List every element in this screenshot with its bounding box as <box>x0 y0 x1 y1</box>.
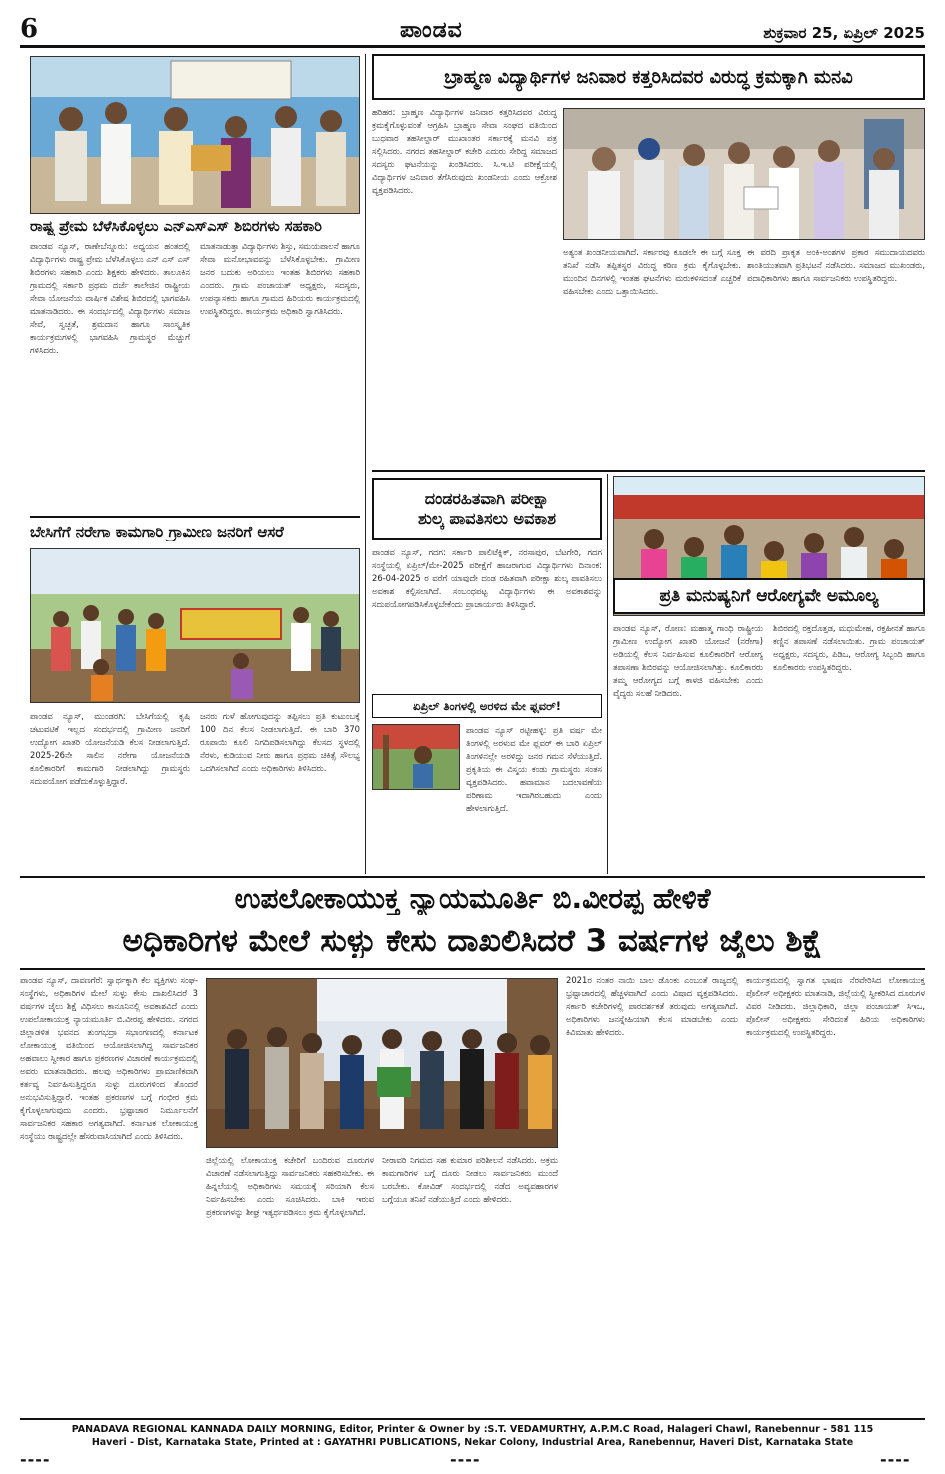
may-flower-headline-box <box>372 694 602 718</box>
section-divider <box>20 876 925 878</box>
brahmin-body-col2: ಅತ್ಯಂತ ಖಂಡನೀಯವಾಗಿದೆ. ಸರ್ಕಾರವು ಕೂಡಲೇ ಈ ಬಗ್ಗೆ ಸೂಕ್ತ ತನಿಖೆ ನಡೆಸಿ ತಪ್ಪಿತಸ್ಥರ ವಿರುದ್ಧ ಕಠಿಣ ಕ್ರಮ ಕೈಗೊಳ್ಳಬೇಕು. ಮುಂದಿನ ದಿನಗಳಲ್ಲಿ ಇಂತಹ ಘಟನೆಗಳು ಮರುಕಳಿಸದಂತೆ ಎಚ್ಚರಿಕೆ ವಹಿಸಬೇಕು ಎಂದು ಒತ್ತಾಯಿಸಿದರು. <box>563 247 741 296</box>
issue-date: ಶುಕ್ರವಾರ 25, ಏಪ್ರಿಲ್ 2025 <box>763 24 925 42</box>
footer-rule-right: ---- <box>880 1450 911 1469</box>
nrega-photo <box>30 548 360 703</box>
exam-headline-line2: ಶುಲ್ಕ ಪಾವತಿಸಲು ಅವಕಾಶ <box>418 509 556 528</box>
column-divider <box>607 474 608 874</box>
lokayukta-body-col5: ಕಾರ್ಯಕ್ರಮದಲ್ಲಿ ಸ್ವಾಗತ ಭಾಷಣ ನೆರವೇರಿಸಿದ ಲೋಕಾಯುಕ್ತ ಪೊಲೀಸ್ ಅಧೀಕ್ಷಕರು ಮಾತನಾಡಿ, ಜಿಲ್ಲೆಯಲ್ಲಿ ಸ್ವೀಕರಿಸಿದ ದೂರುಗಳ ವಿವರ ನೀಡಿದರು. ಜಿಲ್ಲಾಧಿಕಾರಿ, ಜಿಲ್ಲಾ ಪಂಚಾಯತ್ ಸಿಇಒ, ಪೊಲೀಸ್ ಅಧೀಕ್ಷಕರು ಸೇರಿದಂತೆ ಹಿರಿಯ ಅಧಿಕಾರಿಗಳು ಕಾರ್ಯಕ್ರಮದಲ್ಲಿ ಉಪಸ್ಥಿತರಿದ್ದರು. <box>746 975 925 1037</box>
paper-name: ಪಾಂಡವ <box>400 18 463 43</box>
may-flower-body: ಪಾಂಡವ ನ್ಯೂಸ್ ರಟ್ಟೀಹಳ್ಳಿ: ಪ್ರತಿ ವರ್ಷ ಮೇ ತಿಂಗಳಲ್ಲಿ ಅರಳುವ ಮೇ ಫ್ಲವರ್ ಈ ಬಾರಿ ಏಪ್ರಿಲ್ ತಿಂಗಳಿನಲ್ಲೇ ಅರಳಿದ್ದು ಜನರ ಗಮನ ಸೆಳೆಯುತ್ತಿದೆ. ಪ್ರಕೃತಿಯ ಈ ವಿಸ್ಮಯ ಕಂಡು ಗ್ರಾಮಸ್ಥರು ಸಂತಸ ವ್ಯಕ್ತಪಡಿಸಿದರು. ಹವಾಮಾನ ಬದಲಾವಣೆಯ ಪರಿಣಾಮ ಇದಾಗಿರಬಹುದು ಎಂದು ಹೇಳಲಾಗುತ್ತಿದೆ. <box>466 725 602 813</box>
health-headline: ಪ್ರತಿ ಮನುಷ್ಯನಿಗೆ ಆರೋಗ್ಯವೇ ಅಮೂಲ್ಯ <box>659 586 879 606</box>
brahmin-headline-box <box>372 54 925 100</box>
brahmin-photo <box>563 108 925 240</box>
exam-body: ಪಾಂಡವ ನ್ಯೂಸ್, ಗದಗ: ಸರ್ಕಾರಿ ಪಾಲಿಟೆಕ್ನಿಕ್, ನರಸಾಪುರ, ಬೆಟಗೇರಿ, ಗದಗ ಸಂಸ್ಥೆಯಲ್ಲಿ ಏಪ್ರಿಲ್/ಮೇ-2025 ಪರೀಕ್ಷೆಗೆ ಹಾಜರಾಗುವ ವಿದ್ಯಾರ್ಥಿಗಳು ದಿನಾಂಕ: 26-04-2025 ರ ವರೆಗೆ ಯಾವುದೇ ದಂಡ ರಹಿತವಾಗಿ ಪರೀಕ್ಷಾ ಶುಲ್ಕ ಪಾವತಿಸಲು ಅವಕಾಶ ಕಲ್ಪಿಸಲಾಗಿದೆ. ಸಂಬಂಧಪಟ್ಟ ವಿದ್ಯಾರ್ಥಿಗಳು ಈ ಅವಕಾಶವನ್ನು ಸದುಪಯೋಗಪಡಿಸಿಕೊಳ್ಳಬೇಕೆಂದು ಪ್ರಾಚಾರ್ಯರು ತಿಳಿಸಿದ್ದಾರೆ. <box>372 547 602 609</box>
health-body-col1: ಪಾಂಡವ ನ್ಯೂಸ್, ರೋಣ: ಮಹಾತ್ಮ ಗಾಂಧಿ ರಾಷ್ಟ್ರೀಯ ಗ್ರಾಮೀಣ ಉದ್ಯೋಗ ಖಾತರಿ ಯೋಜನೆ (ನರೇಗಾ) ಅಡಿಯಲ್ಲಿ ಕೆಲಸ ನಿರ್ವಹಿಸುವ ಕೂಲಿಕಾರರಿಗೆ ಆರೋಗ್ಯ ತಪಾಸಣಾ ಶಿಬಿರವನ್ನು ಆಯೋಜಿಸಲಾಗಿತ್ತು. ಕೂಲಿಕಾರರು ತಮ್ಮ ಆರೋಗ್ಯದ ಬಗ್ಗೆ ಕಾಳಜಿ ವಹಿಸಬೇಕು ಎಂದು ವೈದ್ಯರು ಸಲಹೆ ನೀಡಿದರು. <box>613 623 763 698</box>
newspaper-page <box>20 14 925 1469</box>
brahmin-body-col1: ಹರಿಹರ: ಬ್ರಾಹ್ಮಣ ವಿದ್ಯಾರ್ಥಿಗಳ ಜನಿವಾರ ಕತ್ತರಿಸಿದವರ ವಿರುದ್ಧ ಕ್ರಮಕೈಗೊಳ್ಳುವಂತೆ ಆಗ್ರಹಿಸಿ ಬ್ರಾಹ್ಮಣ ಸೇವಾ ಸಂಘದ ವತಿಯಿಂದ ಬುಧವಾರ ತಹಸೀಲ್ದಾರ್ ಮುಖಾಂತರ ಸರ್ಕಾರಕ್ಕೆ ಮನವಿ ಪತ್ರ ಸಲ್ಲಿಸಿದರು. ನಗರದ ತಹಸೀಲ್ದಾರ್ ಕಚೇರಿ ಎದುರು ಸೇರಿದ್ದ ಸಮಾಜದ ಸದಸ್ಯರು ಘಟನೆಯನ್ನು ಖಂಡಿಸಿದರು. ಸಿ.ಇ.ಟಿ ಪರೀಕ್ಷೆಯಲ್ಲಿ ವಿದ್ಯಾರ್ಥಿಗಳ ಜನಿವಾರ ತೆಗೆಸಿರುವುದು ಖಂಡನೀಯ ಎಂದು ಆಕ್ರೋಶ ವ್ಯಕ್ತಪಡಿಸಿದರು. <box>372 107 557 195</box>
section-divider <box>30 516 360 518</box>
lokayukta-body-col3: ನೀರಾವರಿ ನಿಗಮದ ಸಹ ಕುಮಾರ ಪರಿಶೀಲನೆ ನಡೆಸಿದರು. ಅಕ್ರಮ ಕಾಮಗಾರಿಗಳ ಬಗ್ಗೆ ದೂರು ನೀಡಲು ಸಾರ್ವಜನಿಕರು ಮುಂದೆ ಬರಬೇಕು. ಕೋವಿಡ್ ಸಂದರ್ಭದಲ್ಲಿ ನಡೆದ ಅವ್ಯವಹಾರಗಳ ಬಗ್ಗೆಯೂ ತನಿಖೆ ನಡೆಯುತ್ತಿದೆ ಎಂದು ಹೇಳಿದರು. <box>382 1155 558 1204</box>
nrega-body-col2: ಜನರು ಗುಳೆ ಹೋಗುವುದನ್ನು ತಪ್ಪಿಸಲು ಪ್ರತಿ ಕುಟುಂಬಕ್ಕೆ 100 ದಿನ ಕೆಲಸ ನೀಡಲಾಗುತ್ತಿದೆ. ಈ ಬಾರಿ 370 ರೂಪಾಯಿ ಕೂಲಿ ನಿಗದಿಪಡಿಸಲಾಗಿದ್ದು ಕೆಲಸದ ಸ್ಥಳದಲ್ಲಿ ನೆರಳು, ಕುಡಿಯುವ ನೀರು ಹಾಗೂ ಪ್ರಥಮ ಚಿಕಿತ್ಸೆ ಸೌಲಭ್ಯ ಒದಗಿಸಲಾಗಿದೆ ಎಂದು ಅಧಿಕಾರಿಗಳು ತಿಳಿಸಿದರು. <box>200 711 360 773</box>
section-divider <box>372 470 925 472</box>
may-flower-photo <box>372 724 460 790</box>
nss-body-col1: ಪಾಂಡವ ನ್ಯೂಸ್, ರಾಣೇಬೆನ್ನೂರು: ಅಧ್ಯಯನ ಹಂತದಲ್ಲಿ ವಿದ್ಯಾರ್ಥಿಗಳು ರಾಷ್ಟ್ರ ಪ್ರೇಮ ಬೆಳೆಸಿಕೊಳ್ಳಲು ಎನ್ ಎಸ್ ಎಸ್ ಶಿಬಿರಗಳು ಸಹಕಾರಿ ಎಂದು ಶಿಕ್ಷಕರು ಹೇಳಿದರು. ತಾಲೂಕಿನ ಗ್ರಾಮದಲ್ಲಿ ಸರ್ಕಾರಿ ಪ್ರಥಮ ದರ್ಜೆ ಕಾಲೇಜಿನ ರಾಷ್ಟ್ರೀಯ ಸೇವಾ ಯೋಜನೆಯ ವಾರ್ಷಿಕ ವಿಶೇಷ ಶಿಬಿರದಲ್ಲಿ ಭಾಗವಹಿಸಿ ಮಾತನಾಡಿದರು. ಈ ಸಂದರ್ಭದಲ್ಲಿ ವಿದ್ಯಾರ್ಥಿಗಳು ಸಮಾಜ ಸೇವೆ, ಸ್ವಚ್ಛತೆ, ಶ್ರಮದಾನ ಹಾಗೂ ಸಾಂಸ್ಕೃತಿಕ ಕಾರ್ಯಕ್ರಮಗಳಲ್ಲಿ ಭಾಗವಹಿಸಿ ಗ್ರಾಮಸ್ಥರ ಮೆಚ್ಚುಗೆ ಗಳಿಸಿದರು. <box>30 241 190 355</box>
section-divider <box>20 968 925 970</box>
nss-body-col2: ಮಾತನಾಡುತ್ತಾ ವಿದ್ಯಾರ್ಥಿಗಳು ಶಿಸ್ತು, ಸಮಯಪಾಲನೆ ಹಾಗೂ ಸೇವಾ ಮನೋಭಾವವನ್ನು ಬೆಳೆಸಿಕೊಳ್ಳಬೇಕು. ಗ್ರಾಮೀಣ ಜನರ ಬದುಕು ಅರಿಯಲು ಇಂತಹ ಶಿಬಿರಗಳು ಸಹಕಾರಿ ಎಂದರು. ಗ್ರಾಮ ಪಂಚಾಯತ್ ಅಧ್ಯಕ್ಷರು, ಸದಸ್ಯರು, ಉಪನ್ಯಾಸಕರು ಹಾಗೂ ಗ್ರಾಮದ ಹಿರಿಯರು ಕಾರ್ಯಕ್ರಮದಲ್ಲಿ ಉಪಸ್ಥಿತರಿದ್ದರು. ಕಾರ್ಯಕ್ರಮ ಅಧಿಕಾರಿ ಸ್ವಾಗತಿಸಿದರು. <box>200 241 360 316</box>
brahmin-headline: ಬ್ರಾಹ್ಮಣ ವಿದ್ಯಾರ್ಥಿಗಳ ಜನಿವಾರ ಕತ್ತರಿಸಿದವರ ವಿರುದ್ಧ ಕ್ರಮಕ್ಕಾಗಿ ಮನವಿ <box>444 66 853 88</box>
exam-headline-line1: ದಂಡರಹಿತವಾಗಿ ಪರೀಕ್ಷಾ <box>424 489 550 508</box>
column-divider <box>365 54 366 874</box>
lokayukta-photo <box>206 978 558 1148</box>
masthead <box>20 14 925 48</box>
lokayukta-kicker: ಉಪಲೋಕಾಯುಕ್ತ ನ್ಯಾಯಮೂರ್ತಿ ಬಿ.ವೀರಪ್ಪ ಹೇಳಿಕೆ <box>234 884 711 915</box>
imprint-line-2: Haveri - Dist, Karnataka State, Printed at : GAYATHRI PUBLICATIONS, Nekar Colony, Industrial Area, Ranebennur, Haveri Dist, Karnataka State <box>91 1437 854 1448</box>
lokayukta-body-col4: 2021ರ ನಂತರ ನಾಯಿ ಬಾಲ ಡೊಂಕು ಎಂಬಂತೆ ರಾಜ್ಯದಲ್ಲಿ ಭ್ರಷ್ಟಾಚಾರದಲ್ಲಿ ಹೆಚ್ಚಳವಾಗಿದೆ ಎಂದು ವಿಷಾದ ವ್ಯಕ್ತಪಡಿಸಿದರು. ಸರ್ಕಾರಿ ಕಚೇರಿಗಳಲ್ಲಿ ಪಾರದರ್ಶಕತೆ ತರುವುದು ಅಗತ್ಯವಾಗಿದೆ. ಅಧಿಕಾರಿಗಳು ಜನಸ್ನೇಹಿಯಾಗಿ ಕೆಲಸ ಮಾಡಬೇಕು ಎಂದು ಕಿವಿಮಾತು ಹೇಳಿದರು. <box>566 975 738 1037</box>
lokayukta-headline: ಅಧಿಕಾರಿಗಳ ಮೇಲೆ ಸುಳ್ಳು ಕೇಸು ದಾಖಲಿಸಿದರೆ 3 ವರ್ಷಗಳ ಜೈಲು ಶಿಕ್ಷೆ <box>122 924 823 959</box>
nrega-headline: ಬೇಸಿಗೆಗೆ ನರೇಗಾ ಕಾಮಗಾರಿ ಗ್ರಾಮೀಣ ಜನರಿಗೆ ಆಸರೆ <box>30 524 284 541</box>
lokayukta-body-col1: ಪಾಂಡವ ನ್ಯೂಸ್, ದಾವಣಗೆರೆ: ಸ್ವಾರ್ಥಕ್ಕಾಗಿ ಕೆಲ ವ್ಯಕ್ತಿಗಳು ಸಂಘ-ಸಂಸ್ಥೆಗಳು, ಅಧಿಕಾರಿಗಳ ಮೇಲೆ ಸುಳ್ಳು ಕೇಸು ದಾಖಲಿಸಿದರೆ 3 ವರ್ಷಗಳ ಜೈಲು ಶಿಕ್ಷೆ ವಿಧಿಸಲು ಕಾನೂನಿನಲ್ಲಿ ಅವಕಾಶವಿದೆ ಎಂದು ಉಪಲೋಕಾಯುಕ್ತ ನ್ಯಾಯಮೂರ್ತಿ ಬಿ.ವೀರಪ್ಪ ಹೇಳಿದರು. ನಗರದ ಜಿಲ್ಲಾಡಳಿತ ಭವನದ ತುಂಗಭದ್ರಾ ಸಭಾಂಗಣದಲ್ಲಿ ಕರ್ನಾಟಕ ಲೋಕಾಯುಕ್ತ ವತಿಯಿಂದ ಆಯೋಜಿಸಲಾಗಿದ್ದ ಸಾರ್ವಜನಿಕರ ಅಹವಾಲು ಸ್ವೀಕಾರ ಹಾಗೂ ಪ್ರಕರಣಗಳ ವಿಚಾರಣೆ ಕಾರ್ಯಕ್ರಮದಲ್ಲಿ ಅವರು ಮಾತನಾಡಿದರು. ಹಲವು ಅಧಿಕಾರಿಗಳು ಪ್ರಾಮಾಣಿಕವಾಗಿ ಕರ್ತವ್ಯ ನಿರ್ವಹಿಸುತ್ತಿದ್ದರೂ ಸುಳ್ಳು ದೂರುಗಳಿಂದ ತೊಂದರೆ ಅನುಭವಿಸುತ್ತಿದ್ದಾರೆ. ಇಂತಹ ಪ್ರಕರಣಗಳ ಬಗ್ಗೆ ಗಂಭೀರ ಕ್ರಮ ಕೈಗೊಳ್ಳಲಾಗುವುದು ಎಂದರು. ಭ್ರಷ್ಟಾಚಾರ ನಿರ್ಮೂಲನೆಗೆ ಸಾರ್ವಜನಿಕರ ಸಹಕಾರ ಅಗತ್ಯವಾಗಿದೆ. ಕರ್ನಾಟಕ ಲೋಕಾಯುಕ್ತ ಸಂಸ್ಥೆಯು ರಾಷ್ಟ್ರದಲ್ಲೇ ಹೆಸರುವಾಸಿಯಾಗಿದೆ ಎಂದು ತಿಳಿಸಿದರು. <box>20 975 198 1141</box>
health-headline-box <box>613 578 925 614</box>
nss-photo <box>30 56 360 214</box>
page-number: 6 <box>20 14 39 44</box>
footer-rule-left: ---- <box>20 1450 51 1469</box>
lokayukta-body-col2: ಜಿಲ್ಲೆಯಲ್ಲಿ ಲೋಕಾಯುಕ್ತ ಕಚೇರಿಗೆ ಬಂದಿರುವ ದೂರುಗಳ ವಿಚಾರಣೆ ನಡೆಸಲಾಗುತ್ತಿದ್ದು ಸಾರ್ವಜನಿಕರು ಸಹಕರಿಸಬೇಕು. ಈ ಹಿನ್ನಲೆಯಲ್ಲಿ ಅಧಿಕಾರಿಗಳು ಸಮಯಕ್ಕೆ ಸರಿಯಾಗಿ ಕೆಲಸ ನಿರ್ವಹಿಸಬೇಕು ಎಂದು ಸೂಚಿಸಿದರು. ಬಾಕಿ ಇರುವ ಪ್ರಕರಣಗಳನ್ನು ಶೀಘ್ರ ಇತ್ಯರ್ಥಪಡಿಸಲು ಕ್ರಮ ಕೈಗೊಳ್ಳಲಾಗಿದೆ. <box>206 1155 374 1217</box>
nss-headline: ರಾಷ್ಟ್ರ ಪ್ರೇಮ ಬೆಳೆಸಿಕೊಳ್ಳಲು ಎನ್‌ಎಸ್‌ಎಸ್ ಶಿಬಿರಗಳು ಸಹಕಾರಿ <box>30 220 322 235</box>
footer-rule-center: ---- <box>450 1450 481 1469</box>
imprint-line-1: PANADAVA REGIONAL KANNADA DAILY MORNING, Editor, Printer & Owner by :S.T. VEDAMURTHY, A.P.M.C Road, Halageri Chawl, Ranebennur - 581 115 <box>71 1424 874 1435</box>
exam-headline-box <box>372 478 602 540</box>
health-body-col2: ಶಿಬಿರದಲ್ಲಿ ರಕ್ತದೊತ್ತಡ, ಮಧುಮೇಹ, ರಕ್ತಹೀನತೆ ಹಾಗೂ ಕಣ್ಣಿನ ತಪಾಸಣೆ ನಡೆಸಲಾಯಿತು. ಗ್ರಾಮ ಪಂಚಾಯತ್ ಅಧ್ಯಕ್ಷರು, ಸದಸ್ಯರು, ಪಿಡಿಒ, ಆರೋಗ್ಯ ಸಿಬ್ಬಂದಿ ಹಾಗೂ ಕೂಲಿಕಾರರು ಉಪಸ್ಥಿತರಿದ್ದರು. <box>773 623 925 672</box>
imprint-footer <box>20 1418 925 1449</box>
may-flower-headline: ಏಪ್ರಿಲ್ ತಿಂಗಳಲ್ಲಿ ಅರಳಿದ ಮೇ ಫ್ಲವರ್! <box>412 698 562 713</box>
brahmin-body-col3: ಈ ವರದಿ ಪ್ರಾಕೃತ ಅಂಕಿ-ಅಂಶಗಳ ಪ್ರಕಾರ ಸಮುದಾಯದವರು ಶಾಂತಿಯುತವಾಗಿ ಪ್ರತಿಭಟನೆ ನಡೆಸಿದರು. ಸಮಾಜದ ಮುಖಂಡರು, ಪದಾಧಿಕಾರಿಗಳು ಹಾಗೂ ಸಾರ್ವಜನಿಕರು ಉಪಸ್ಥಿತರಿದ್ದರು. <box>747 247 925 283</box>
nrega-body-col1: ಪಾಂಡವ ನ್ಯೂಸ್, ಮುಂಡರಗಿ: ಬೇಸಿಗೆಯಲ್ಲಿ ಕೃಷಿ ಚಟುವಟಿಕೆ ಇಲ್ಲದ ಸಂದರ್ಭದಲ್ಲಿ ಗ್ರಾಮೀಣ ಜನರಿಗೆ ಉದ್ಯೋಗ ಖಾತರಿ ಯೋಜನೆಯಡಿ ಕೆಲಸ ನೀಡಲಾಗುತ್ತಿದೆ. 2025-26ನೇ ಸಾಲಿನ ನರೇಗಾ ಯೋಜನೆಯಡಿ ಕೂಲಿಕಾರರಿಗೆ ಕಾಮಗಾರಿ ನೀಡಲಾಗಿದ್ದು ಗ್ರಾಮಸ್ಥರು ಸದುಪಯೋಗ ಪಡೆದುಕೊಳ್ಳುತ್ತಿದ್ದಾರೆ. <box>30 711 190 786</box>
